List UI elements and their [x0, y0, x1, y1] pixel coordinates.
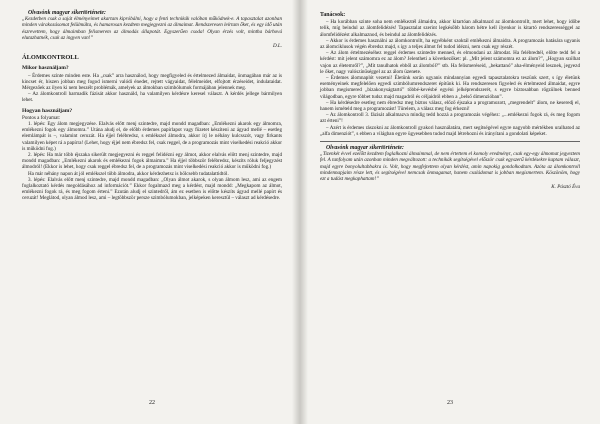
page-number-right: 23	[447, 399, 453, 406]
divider	[320, 141, 580, 142]
book-gutter	[292, 0, 308, 424]
tip-paragraph: – Ha kérdésedre esetleg nem ébredsz meg biztos válasz, előző éjszaka a programozott, „megrendelt” álom, ne keseredj el, hanem ismételd meg a programozást! Türelem, a válasz meg fog érkezni!	[320, 99, 580, 113]
section-title: ÁLOMKONTROLL	[22, 54, 79, 62]
tip-paragraph: – Érdemes álomnaplót vezetni! Életünk során ugyanis mindannyian egyedi tapasztalatokra teszünk szert, s így életünk eseményeinek megfelelően egyedi szimbólumrendszeret építünk ki. Ha rendszeresen figyeled és értelmezed álmaidat, egyre jobban megismered „bizakonyságtartó” többé-kevésbé egyéni jelképrendszerét, s egyre biztosabban rögzülnek benned világodban, egyre többet tudsz majd magadról és céljaidról ebben a „belső dimenzióban”.	[320, 75, 580, 100]
page-left	[22, 10, 282, 410]
tip-paragraph: – Az álom értelmezéséhez reggel érdemes szintedre menned, és elmondani az álmodat. Ha felébredtél, előtte tedd fel a kérdést: mit jelent számomra ez az álom? Jelentheti a következőket: pl. „Mit jelent számomra ez az álom?”, „Hogyan szólhat vajon az életemről?”, „Mit tanulhatok ebből az álomból?” stb. Ha felismeréseid, „bekattanó” aha-élményeid lesznek, jegyezd le őket, nagy valószínűséggel az az álom üzenete.	[320, 50, 580, 75]
paragraph: Ha már néhány napon át jól emlékszel több álmodra, akkor kérdezhetsz is bölcsebb tudatalattidtól.	[28, 170, 229, 177]
story-text-left: „Kezdetben csak a saját élményeimet akartam kipróbálni, hogy a fenti technikák valóban működnek-e. A tapasztalat azonban minden várakozásomat felülmúlta, és hamarosan kezdtem megjegyezni az álmaimat. Rendszeresen leírtam őket, és egy idő után észrevettem, hogy álmaimban felismerem az álmodás állapotát. Egyszerűen csoda! Olyan érzés volt, mintha bárhová elutazhatnék, csak az ingyen van!”	[22, 16, 282, 41]
tip-paragraph: – Az álomkontroll 3. fázisát alkalmazva mindig tedd hozzá a programozás végéhez: „...emlékezni fogok rá, és meg fogom azt érteni”!	[320, 112, 580, 125]
paragraph: 1. lépés: Egy álom megjegyzése. Elalvás előtt menj szintedre, majd mondd magadban: „Emlékezni akarok egy álmomra, emlékezni fogok egy álmomra.” Utána aludj el, de előbb érdemes papírlapot vagy füzetet készíteni az ágyad mellé – esetleg elemlámpát is –, valamint ceruzát. Ha éjjel felébredsz, s emlékszel álmodra, akkor írj le néhány kulcsszót, vagy firkants valamilyen képet rá a papírra! (Lehet, hogy éjjel nem ébredsz fel, csak reggel, de a programozás mint viselkedési reakció akkor is működni fog.)	[22, 121, 282, 152]
paragraph: – Érdemes szinte minden este. Ha „csak” arra használod, hogy megfigyeled és értelmezed álmaidat, önmagában már az is kincset ér, hiszen jobban meg fogod ismerni valódi énedet, rejtett vágyaidat, félelmeidet, elfojtott érzéseidet, indulataidat. Mérgezőek az ilyen ki nem beszélt problémák, amelyek az álmokban szimbólumok formájában jelennek meg.	[22, 72, 282, 92]
question-when: Mikor használjam?	[22, 65, 69, 72]
question-how: Hogyan használjam?	[22, 107, 73, 114]
story-text-right: „Tizenkét évvel ezelőtt kezdtem foglalkozni álmaimmal, de nem értettem el komoly eredményt, csak egy-egy álmomat jegyeztem fel. A tanfolyam után azonban minden megváltozott: a technikák segítségével először csak egyszerű kérdésekre kaptam választ, majd egyre bonyolultabbakra is. Volt, hogy megfejtettem olyan kérdést, amin napokig gondolkodtam. Azóta az álomkontroll mindennapjaim része lett, és segítségével nemcsak önmagamat, hanem családomat is jobban megismertem. Köszönöm, hogy ezt a tudást megkaphattam!”	[320, 151, 580, 183]
tip-paragraph: – Azért is érdemes rászokni az álomkontroll gyakori használatára, mert segítségével egyre nagyobb mértékben uralhatod az „alfa dimenziót”, s ebben a világban egyre ügyesebben tudod majd létrehozni és irányítani a gondolati képeket.	[320, 124, 580, 137]
story-heading-left: Olvasónk magyar sikertörténete:	[28, 10, 106, 16]
page-right	[320, 10, 580, 410]
page-number-left: 22	[149, 399, 155, 406]
paragraph: 2. lépés: Ha már több éjszaka sikerült megjegyezni és reggel felidézni egy álmot, akkor elalvás előtt menj szintedre, majd mondd magadban: „Emlékezni akarok és emlékezni fogok álmaimra.” Ha éjjel többször felébredsz, készíts róluk feljegyzést álmodról! (Ekkor is lehet, hogy csak reggel ébredsz fel, de a programozás mint viselkedési reakció akkor is működni fog.)	[22, 152, 282, 171]
story-signature-left: D.L.	[272, 43, 282, 50]
story-heading-right: Olvasónk magyar sikertörténete:	[326, 145, 404, 152]
paragraph: Pontos a folyamat:	[22, 114, 61, 121]
tip-paragraph: – Akkor is érdemes használni az álomkontrollt, ha egyébként szoktál emlékezni álmaidra. A programozás hatására ugyanis az álomciklusok végén ébredsz majd, s így a teljes álmot fel tudod idézni, nem csak egy részét.	[320, 37, 580, 51]
tip-paragraph: – Ha korábban szinte soha nem emlékeztél álmaidra, akkor kitartóan alkalmazd az álomkontrollt, mert lehet, hogy időbe telik, míg beindul az álomfelidézés! Tapasztalat szerint legkésőbb három hétre kell ilyenkor is kitartó rendszerességgel az álomfelidézést alkalmaznod, és beindul az álomfelidézés.	[320, 19, 580, 38]
tips-heading: Tanácsok:	[320, 12, 346, 18]
paragraph: – Az álomkontroll harmadik fázisát akkor használd, ha valamilyen kérdésre keresel választ. A kérdés jellege bármilyen lehet.	[22, 91, 282, 104]
story-signature-right: K. Pásztó Éva	[551, 184, 580, 191]
paragraph: 3. lépés: Elalvás előtt menj szintedre, majd mondd magadban: „Olyan álmot akarok, s olyan álmom lesz, ami az engem foglalkoztató kérdés megoldásához ad információt.” Ekkor fogalmazd meg a kérdést, majd mondd: „Megkapom az álmot, emlékezni fogok rá, és meg fogom érteni.” Ezután aludj el szintedről, ám ez esetben is előtte készíts ágyad mellé papírt és ceruzát! Meglátod, olyan álmod lesz, ami – legtöbbször persze szimbólumokban, jelképeken keresztül – választ ad kérdésedre.	[22, 176, 282, 202]
